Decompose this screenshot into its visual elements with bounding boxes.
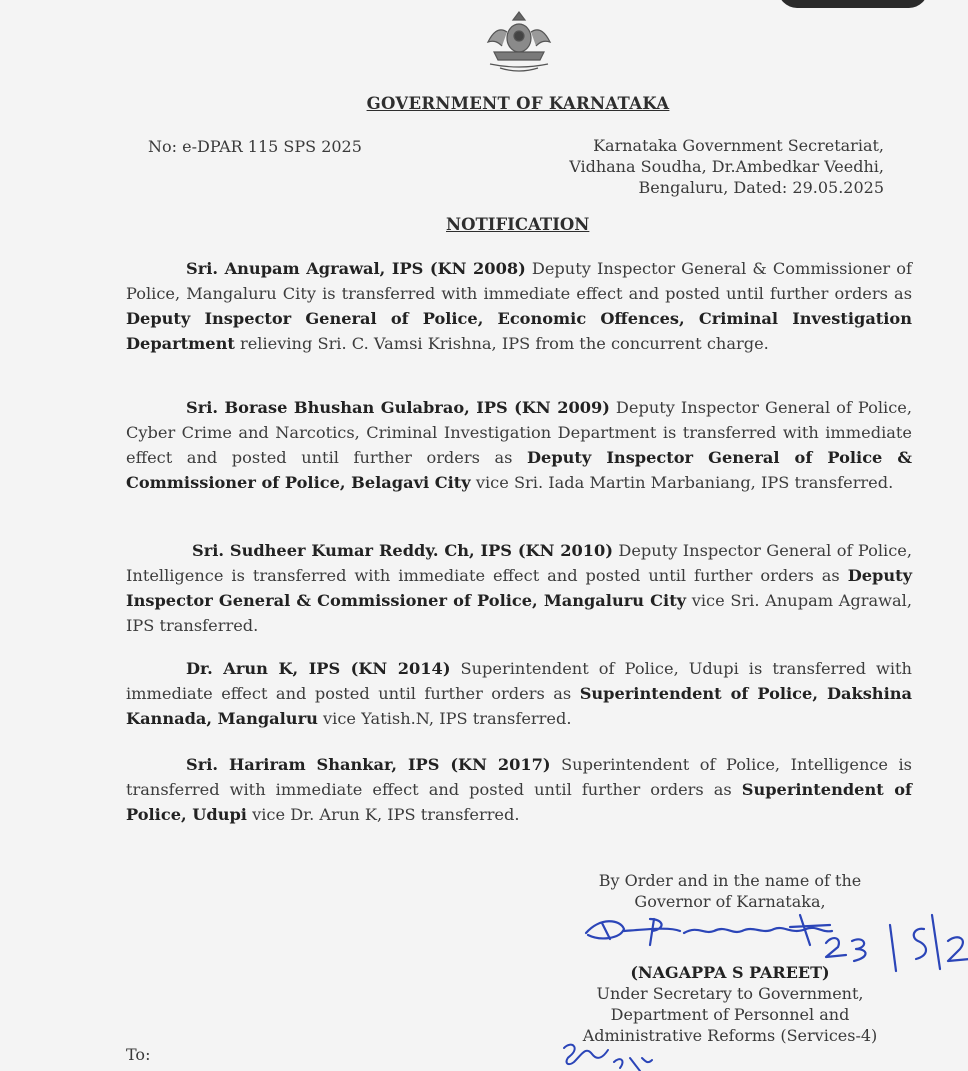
address-line: Vidhana Soudha, Dr.Ambedkar Veedhi, [569,157,884,176]
paragraph-text: Superintendent of Police, Intelligence is transferred with immediate effect and posted until further orders as [126,755,912,799]
paragraph-text: Deputy Inspector General & Commissioner of Police, Mangaluru City is transferred with immediate effect and posted until further orders as [126,259,912,303]
officer-name: Sri. Hariram Shankar, IPS (KN 2017) [186,755,551,774]
paragraph-text: vice Sri. Anupam Agrawal, IPS transferred. [126,591,912,635]
address-line: Karnataka Government Secretariat, [593,136,884,155]
paragraph-text: vice Yatish.N, IPS transferred. [317,709,572,728]
transfer-paragraph [126,256,912,356]
officer-name: Dr. Arun K, IPS (KN 2014) [186,659,451,678]
transfer-paragraph [126,538,912,638]
order-line: Governor of Karnataka, [634,892,826,911]
transfer-paragraph [126,656,912,731]
posting-title: Superintendent of Police, Dakshina Kannada, Mangaluru [126,684,912,728]
government-heading: GOVERNMENT OF KARNATAKA [366,94,670,113]
paragraph-text: relieving Sri. C. Vamsi Krishna, IPS from the concurrent charge. [234,334,769,353]
posting-title: Deputy Inspector General of Police, Economic Offences, Criminal Investigation Department [126,309,912,353]
posting-title: Deputy Inspector General of Police & Commissioner of Police, Belagavi City [126,448,913,492]
signatory-name: (NAGAPPA S PAREET) [630,963,830,982]
reference-number: No: e-DPAR 115 SPS 2025 [148,137,362,156]
officer-name: Sri. Anupam Agrawal, IPS (KN 2008) [186,259,526,278]
transfer-paragraph [126,395,912,495]
designation-line: Administrative Reforms (Services-4) [582,1026,878,1045]
karnataka-state-emblem-icon [480,8,558,74]
posting-title: Superintendent of Police, Udupi [126,780,912,824]
designation-line: Under Secretary to Government, [596,984,864,1003]
order-line: By Order and in the name of the [598,871,862,890]
address-block [569,135,884,198]
transfer-paragraph [126,752,912,827]
date-line: Bengaluru, Dated: 29.05.2025 [638,178,884,197]
officer-name: Sri. Sudheer Kumar Reddy. Ch, IPS (KN 2010) [192,541,613,560]
paragraph-text: Deputy Inspector General of Police, Cyber Crime and Narcotics, Criminal Investigation Department is transferred with immediate effect and posted until further orders as [126,398,912,467]
to-label: To: [126,1045,151,1064]
paragraph-text: vice Sri. Iada Martin Marbaniang, IPS transferred. [470,473,894,492]
status-pill [778,0,928,8]
handwritten-initials [560,1040,660,1071]
paragraph-text: vice Dr. Arun K, IPS transferred. [246,805,520,824]
posting-title: Deputy Inspector General & Commissioner of Police, Mangaluru City [126,566,912,610]
paragraph-text: Superintendent of Police, Udupi is transferred with immediate effect and posted until further orders as [126,659,912,703]
handwritten-signature [580,905,968,975]
notification-title: NOTIFICATION [446,215,590,234]
designation-line: Department of Personnel and [610,1005,850,1024]
paragraph-text: Deputy Inspector General of Police, Intelligence is transferred with immediate effect and posted until further orders as [126,541,912,585]
officer-name: Sri. Borase Bhushan Gulabrao, IPS (KN 2009) [186,398,610,417]
